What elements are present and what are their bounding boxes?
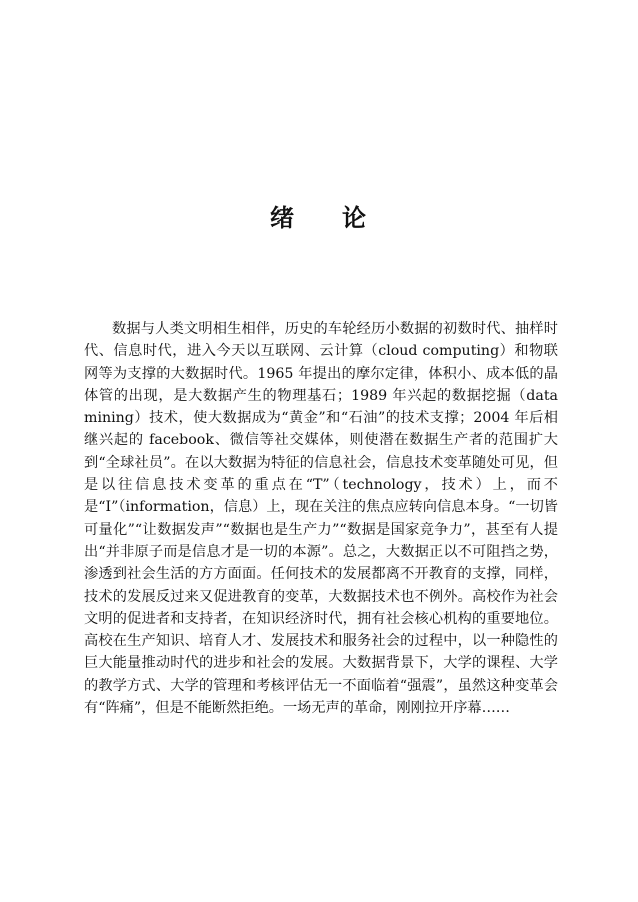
chapter-title-char-1: 绪 — [270, 203, 296, 232]
chapter-title — [0, 198, 638, 233]
body-paragraph: 数据与人类文明相生相伴，历史的车轮经历小数据的初数时代、抽样时代、信息时代，进入今天以互联网、云计算（cloud computing）和物联网等为支撑的大数据时代。1965 年提出的摩尔定律，体积小、成本低的晶体管的出现，是大数据产生的物理基石；1989 年兴起的数据挖掘（data mining）技术，使大数据成为“黄金”和“石油”的技术支撑；2004 年后相继兴起的 facebook、微信等社交媒体，则使潜在数据生产者的范围扩大到“全球社员”。在以大数据为特征的信息社会，信息技术变革随处可见，但是以往信息技术变革的重点在“T”（technology，技术）上，而不是“I”（information，信息）上，现在关注的焦点应转向信息本身。“一切皆可量化”“让数据发声”“数据也是生产力”“数据是国家竞争力”，甚至有人提出“并非原子而是信息才是一切的本源”。总之，大数据正以不可阻挡之势，渗透到社会生活的方方面面。任何技术的发展都离不开教育的支撑，同样，技术的发展反过来又促进教育的变革，大数据技术也不例外。高校作为社会文明的促进者和支持者，在知识经济时代，拥有社会核心机构的重要地位。高校在生产知识、培育人才、发展技术和服务社会的过程中，以一种隐性的巨大能量推动时代的进步和社会的发展。大数据背景下，大学的课程、大学的教学方式、大学的管理和考核评估无一不面临着“强震”，虽然这种变革会有“阵痛”，但是不能断然拒绝。一场无声的革命，刚刚拉开序幕…… — [84, 321, 558, 717]
chapter-title-char-2: 论 — [342, 203, 368, 232]
